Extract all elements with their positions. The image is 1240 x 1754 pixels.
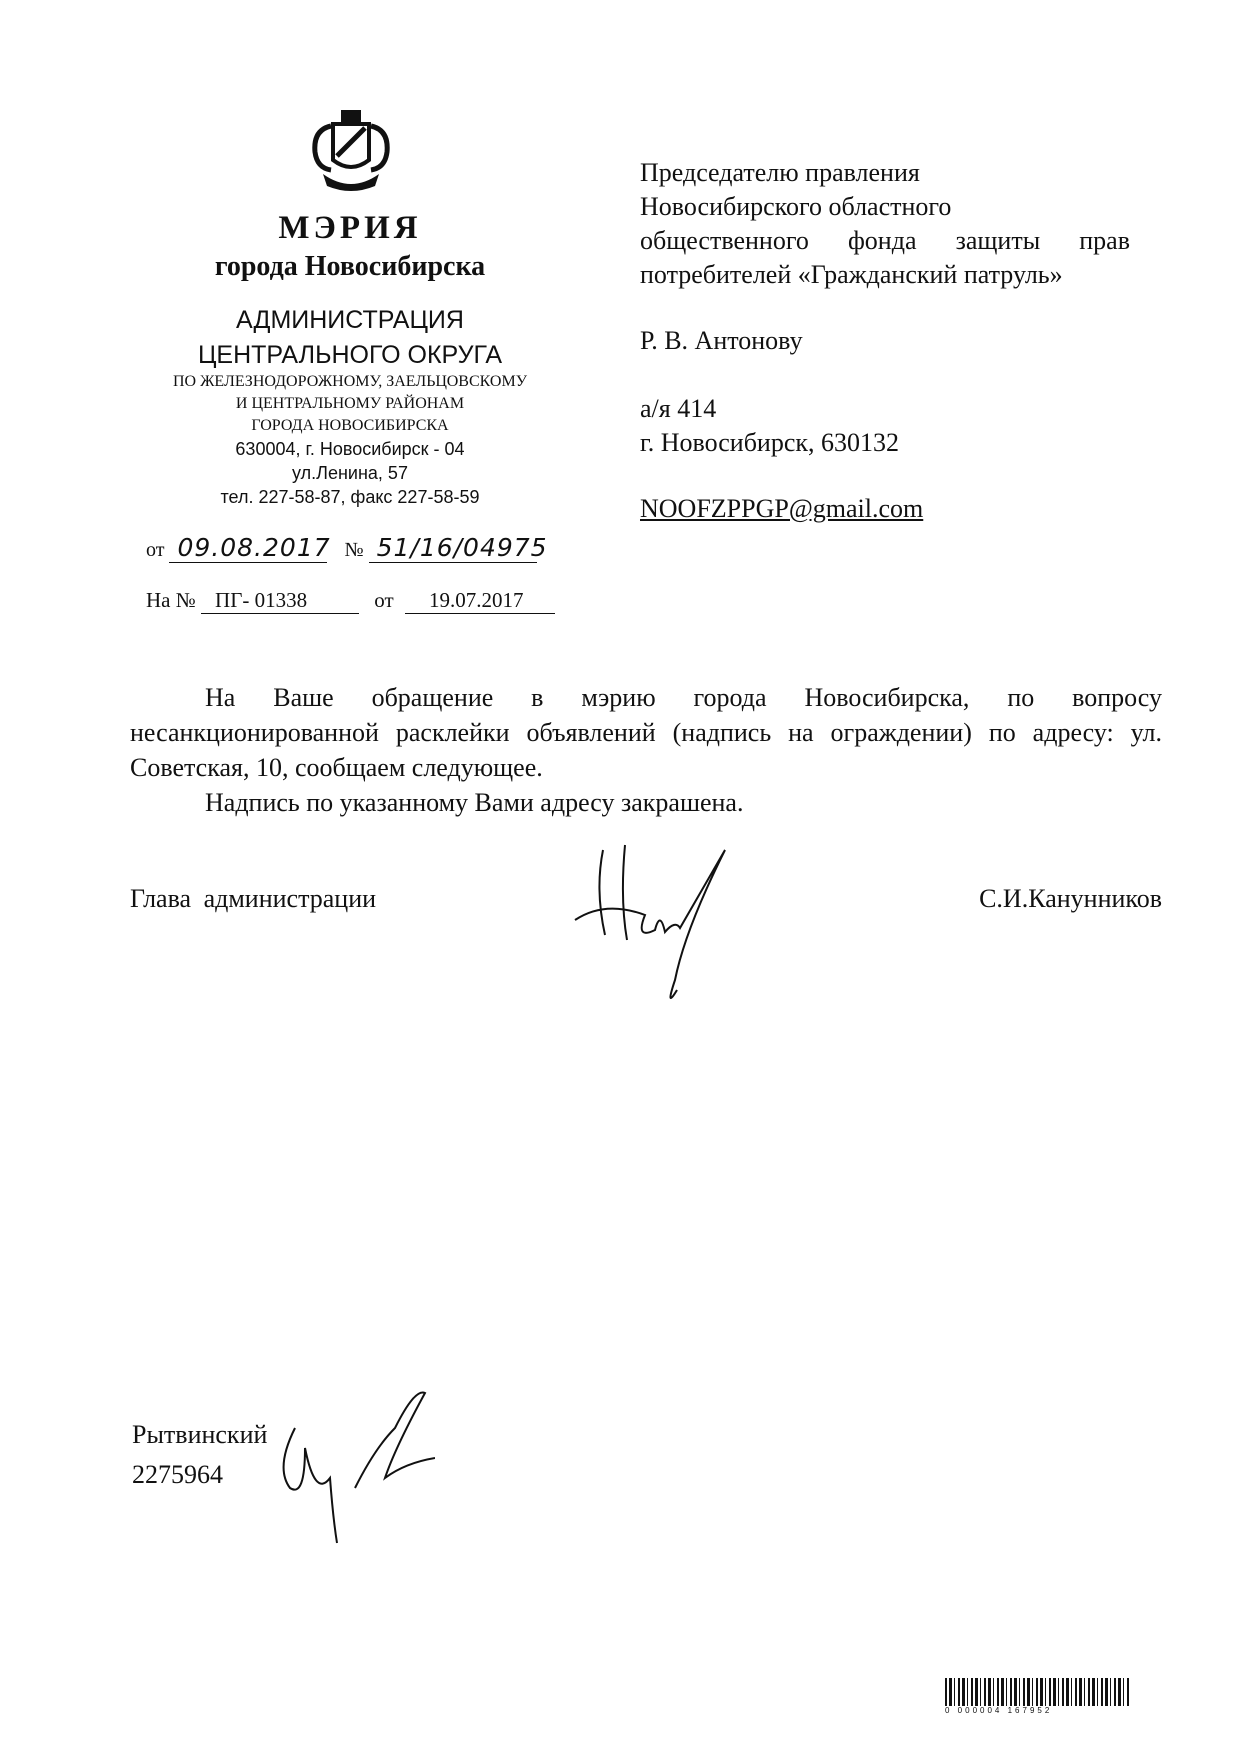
districts-line3: ГОРОДА НОВОСИБИРСКА: [251, 417, 449, 434]
recipient-line3: общественного фонда защиты прав: [640, 226, 1130, 255]
barcode-text: 0 000004 167952: [945, 1706, 1053, 1715]
address-line1: 630004, г. Новосибирск - 04: [235, 439, 465, 459]
districts-line2: И ЦЕНТРАЛЬНОМУ РАЙОНАМ: [235, 395, 465, 412]
executor-phone: 2275964: [132, 1460, 223, 1489]
barcode: [945, 1678, 1130, 1715]
recipient-po-box: а/я 414: [640, 394, 717, 423]
executor-signature: [275, 1388, 435, 1548]
incoming-ref: [146, 588, 555, 614]
signature-head: [565, 840, 735, 1005]
recipient-city: г. Новосибирск, 630132: [640, 428, 900, 457]
admin-line1: АДМИНИСТРАЦИЯ: [236, 306, 464, 334]
barcode-bars: [945, 1678, 1130, 1706]
reply-from-label: от: [374, 588, 394, 612]
coat-of-arms-icon: [303, 108, 399, 196]
org-name: МЭРИЯ: [278, 210, 422, 246]
org-city: города Новосибирска: [214, 251, 486, 282]
reply-number: ПГ- 01338: [201, 588, 359, 614]
outgoing-date: 09.08.2017: [169, 533, 327, 563]
body-paragraph-2: Надпись по указанному Вами адресу закрашена.: [205, 788, 744, 817]
address-line2: ул.Ленина, 57: [292, 463, 408, 483]
body-paragraph-1: На Ваше обращение в мэрию города Новосибирска, по вопросу несанкционированной расклейки объявлений (надпись на ограждении) по адресу: ул. Советская, 10, сообщаем следующее.: [130, 683, 1162, 782]
executor-name: Рытвинский: [132, 1420, 268, 1449]
reply-date: 19.07.2017: [405, 588, 555, 614]
outgoing-ref: [146, 533, 548, 563]
number-label: №: [344, 539, 364, 561]
recipient-name: Р. В. Антонову: [640, 326, 803, 355]
recipient-line1: Председателю правления: [640, 158, 920, 187]
admin-line2: ЦЕНТРАЛЬНОГО ОКРУГА: [197, 341, 503, 369]
from-label: от: [146, 539, 165, 561]
signatory-title: Глава администрации: [130, 884, 377, 913]
letter-body: [130, 680, 1162, 820]
phone-fax: тел. 227-58-87, факс 227-58-59: [220, 487, 480, 507]
recipient-line2: Новосибирского областного: [640, 192, 952, 221]
reply-to-label: На №: [146, 588, 196, 612]
outgoing-number: 51/16/04975: [369, 533, 537, 563]
recipient-line4: потребителей «Гражданский патруль»: [640, 260, 1063, 289]
recipient-email[interactable]: NOOFZPPGP@gmail.com: [640, 494, 924, 523]
districts-line1: ПО ЖЕЛЕЗНОДОРОЖНОМУ, ЗАЕЛЬЦОВСКОМУ: [172, 373, 528, 390]
signatory-name: С.И.Канунников: [979, 884, 1162, 913]
